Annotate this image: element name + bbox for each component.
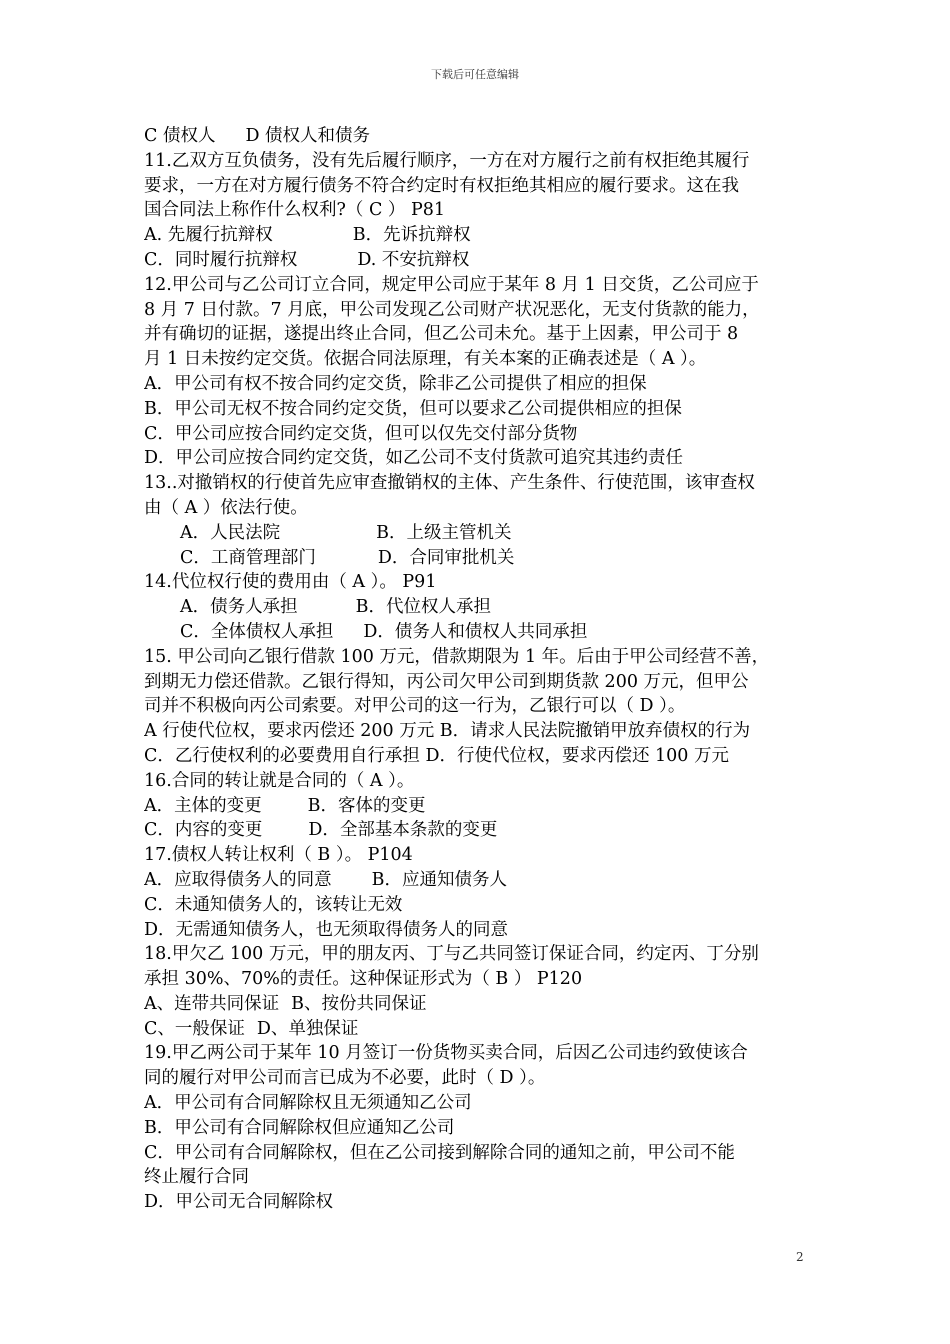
text-line [144,794,816,819]
text-line [144,694,816,719]
text-line [144,620,816,645]
text-line [144,347,816,372]
line-text: C．乙行使权利的必要费用自行承担 D．行使代位权，要求丙偿还 100 万元 [144,745,730,766]
line-text: 由（ A ）依法行使。 [144,497,308,518]
line-text: 并有确切的证据，遂提出终止合同，但乙公司未允。基于上因素，甲公司于 8 [144,324,739,345]
line-text: A、连带共同保证 [144,993,280,1014]
line-text: 18.甲欠乙 100 万元，甲的朋友丙、丁与乙共同签订保证合同，约定丙、丁分别 [144,944,759,965]
text-line [144,719,816,744]
line-text: A．甲公司有合同解除权且无须通知乙公司 [144,1093,472,1114]
text-line [144,595,816,620]
line-text: C、一般保证 [144,1018,245,1039]
line-text: 12.甲公司与乙公司订立合同，规定甲公司应于某年 8 月 1 日交货，乙公司应于 [144,274,759,295]
line-option-text: B．代位权人承担 [355,597,492,618]
text-line [144,1091,816,1116]
text-line [144,198,816,223]
line-option-text: D．债务人和债权人共同承担 [363,621,588,642]
text-line [144,992,816,1017]
line-text: D．甲公司无合同解除权 [144,1192,334,1213]
text-line [144,298,816,323]
text-line [144,174,816,199]
line-option-text: B．客体的变更 [307,795,426,816]
text-line [144,422,816,447]
text-line [144,322,816,347]
text-line [144,521,816,546]
line-text: B．甲公司有合同解除权但应通知乙公司 [144,1117,455,1138]
text-line [144,546,816,571]
line-option-text: B、按份共同保证 [291,993,427,1014]
text-line [144,1041,816,1066]
line-option-text: D. 不安抗辩权 [357,249,470,270]
line-text: A．应取得债务人的同意 [144,869,332,890]
line-text: A 行使代位权，要求丙偿还 200 万元 B．请求人民法院撤销甲放弃债权的行为 [144,721,751,742]
line-option-text: D．全部基本条款的变更 [308,820,498,841]
text-line [144,1017,816,1042]
line-text: A．甲公司有权不按合同约定交货，除非乙公司提供了相应的担保 [144,373,647,394]
text-line [144,744,816,769]
line-option-text: B．应通知债务人 [371,869,508,890]
line-option-text: B．上级主管机关 [376,522,512,543]
document-body [144,124,816,1215]
text-line [144,1116,816,1141]
text-line [144,372,816,397]
page-number: 2 [796,1250,804,1264]
text-line [144,918,816,943]
line-text: C 债权人 [144,126,216,146]
text-line [144,769,816,794]
text-line [144,1190,816,1215]
line-option-text: D．合同审批机关 [377,547,515,568]
line-text: A．人民法院 [180,522,281,543]
line-text: C．同时履行抗辩权 [144,249,298,270]
text-line [144,1141,816,1166]
text-line [144,843,816,868]
line-option-text: D 债权人和债务 [245,126,371,146]
text-line [144,496,816,521]
line-text: 8 月 7 日付款。7 月底，甲公司发现乙公司财产状况恶化，无支付货款的能力， [144,299,760,320]
line-text: 到期无力偿还借款。乙银行得知，丙公司欠甲公司到期货款 200 万元，但甲公 [144,671,749,692]
line-text: 同的履行对甲公司而言已成为不必要，此时（ D ）。 [144,1068,546,1089]
line-text: 国合同法上称作什么权利?（ C ） P81 [144,200,446,221]
line-text: C．全体债权人承担 [180,621,334,642]
text-line [144,868,816,893]
line-text: C．未通知债务人的，该转让无效 [144,894,403,915]
text-line [144,818,816,843]
line-text: 13..对撤销权的行使首先应审查撤销权的主体、产生条件、行使范围，该审查权 [144,473,755,494]
text-line [144,223,816,248]
text-line [144,893,816,918]
text-line [144,942,816,967]
text-line [144,273,816,298]
text-line [144,471,816,496]
line-text: C．甲公司应按合同约定交货，但可以仅先交付部分货物 [144,423,578,444]
line-text: 月 1 日未按约定交货。依据合同法原理，有关本案的正确表述是（ A ）。 [144,349,707,370]
text-line [144,1165,816,1190]
line-text: 16.合同的转让就是合同的（ A ）。 [144,770,415,791]
line-text: C．甲公司有合同解除权，但在乙公司接到解除合同的通知之前，甲公司不能 [144,1142,735,1163]
text-line [144,446,816,471]
text-line [144,1066,816,1091]
line-text: 17.债权人转让权利（ B ）。 P104 [144,845,413,866]
line-option-text: D、单独保证 [256,1018,359,1039]
line-text: D．无需通知债务人，也无须取得债务人的同意 [144,919,509,940]
line-text: A．主体的变更 [144,795,262,816]
text-line [144,967,816,992]
line-text: C．内容的变更 [144,820,263,841]
line-text: 19.甲乙两公司于某年 10 月签订一份货物买卖合同，后因乙公司违约致使该合 [144,1043,748,1064]
text-line [144,124,816,149]
line-text: C．工商管理部门 [180,547,316,568]
line-text: 承担 30%、70%的责任。这种保证形式为（ B ） P120 [144,969,583,990]
line-text: B．甲公司无权不按合同约定交货，但可以要求乙公司提供相应的担保 [144,398,682,419]
line-text: 司并不积极向丙公司索要。对甲公司的这一行为，乙银行可以（ D ）。 [144,696,686,717]
text-line [144,645,816,670]
text-line [144,248,816,273]
line-text: A．债务人承担 [180,597,298,618]
line-text: 11.乙双方互负债务，没有先后履行顺序，一方在对方履行之前有权拒绝其履行 [144,150,750,171]
line-text: 14.代位权行使的费用由（ A ）。 P91 [144,572,437,593]
text-line [144,570,816,595]
text-line [144,397,816,422]
line-text: A. 先履行抗辩权 [144,225,273,246]
line-text: D．甲公司应按合同约定交货，如乙公司不支付货款可追究其违约责任 [144,448,684,469]
page-header: 下载后可任意编辑 [431,68,519,81]
line-text: 15. 甲公司向乙银行借款 100 万元，借款期限为 1 年。后由于甲公司经营不善， [144,646,770,667]
text-line [144,149,816,174]
text-line [144,670,816,695]
line-text: 终止履行合同 [144,1167,249,1188]
line-text: 要求，一方在对方履行债务不符合约定时有权拒绝其相应的履行要求。这在我 [144,175,739,196]
line-option-text: B．先诉抗辩权 [352,225,471,246]
